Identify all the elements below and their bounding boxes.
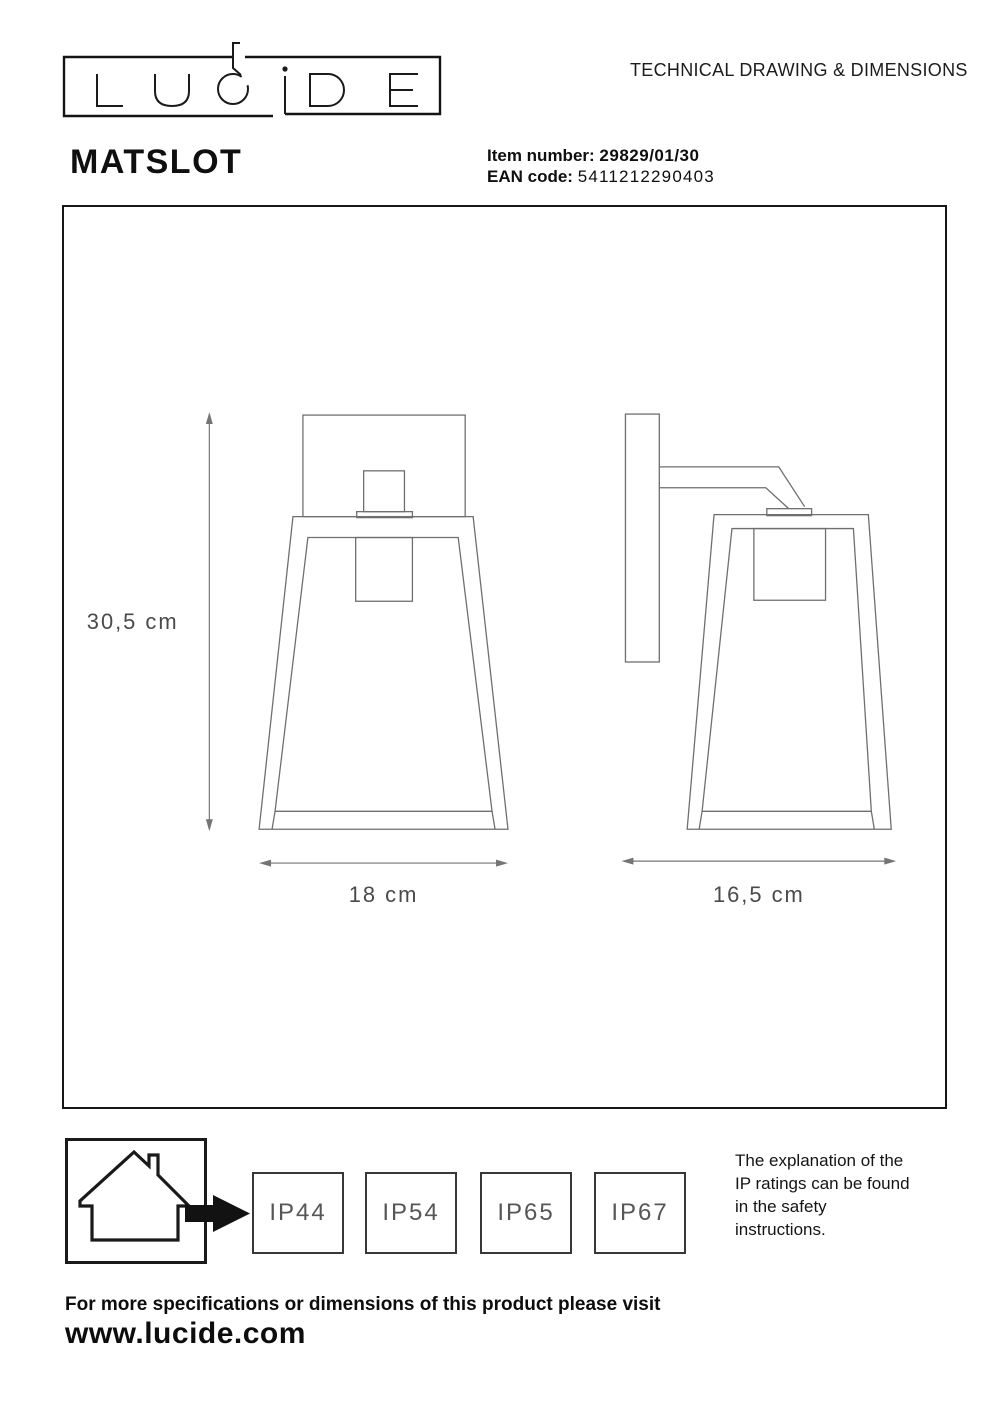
footer-text: For more specifications or dimensions of this product please visit — [65, 1294, 661, 1315]
side-arm-bottom — [659, 488, 788, 509]
technical-drawing — [64, 207, 945, 1107]
document-title: TECHNICAL DRAWING & DIMENSIONS — [630, 60, 968, 80]
ean-code-value: 5411212290403 — [577, 167, 715, 186]
side-wall-plate — [625, 414, 659, 662]
front-lantern-inner — [275, 538, 492, 812]
item-number-label: Item number: — [487, 146, 595, 165]
logo-letters — [97, 43, 418, 114]
side-lantern-inner — [702, 529, 871, 812]
depth-dimension-label: 16,5 cm — [712, 881, 805, 907]
ip-note-line: The explanation of the — [735, 1151, 904, 1170]
product-codes — [487, 145, 715, 187]
side-view-drawing — [625, 414, 891, 829]
letter-c-stem — [233, 43, 241, 75]
ip67-badge: IP67 — [594, 1172, 686, 1254]
side-lantern-outer — [687, 515, 891, 830]
front-socket — [364, 471, 405, 512]
page-title: MATSLOT — [70, 143, 243, 181]
front-lantern-outer — [259, 517, 508, 830]
front-view-drawing — [259, 415, 508, 829]
letter-i-dot — [282, 66, 287, 71]
side-arm-top — [659, 467, 804, 507]
ip65-badge: IP65 — [480, 1172, 572, 1254]
ip-note-line: instructions. — [735, 1220, 826, 1239]
ip54-badge: IP54 — [365, 1172, 457, 1254]
width-dimension-label: 18 cm — [348, 881, 419, 907]
letter-d — [310, 74, 344, 106]
item-number-row — [487, 145, 715, 166]
front-bulb-holder — [356, 538, 413, 602]
arrow-right-icon — [180, 1192, 255, 1236]
letter-e — [390, 74, 418, 106]
ip-ratings-note — [735, 1149, 910, 1241]
front-backplate — [303, 415, 465, 517]
lucide-logo — [60, 40, 450, 125]
ean-code-label: EAN code: — [487, 167, 573, 186]
side-bulb-holder — [754, 529, 826, 601]
technical-drawing-frame — [62, 205, 947, 1109]
website-url: www.lucide.com — [65, 1317, 306, 1350]
item-number-value: 29829/01/30 — [599, 146, 700, 165]
letter-u — [155, 74, 189, 106]
ip44-badge: IP44 — [252, 1172, 344, 1254]
height-dimension-label: 30,5 cm — [86, 609, 179, 635]
ip-note-line: IP ratings can be found — [735, 1174, 910, 1193]
height-dimension-arrow — [206, 412, 213, 831]
logo-border — [64, 57, 440, 116]
ip-note-line: in the safety — [735, 1197, 827, 1216]
letter-l — [97, 74, 123, 106]
ean-code-row — [487, 166, 715, 187]
letter-c — [218, 74, 248, 104]
width-dimension-arrow — [259, 860, 508, 867]
depth-dimension-arrow — [621, 858, 896, 865]
